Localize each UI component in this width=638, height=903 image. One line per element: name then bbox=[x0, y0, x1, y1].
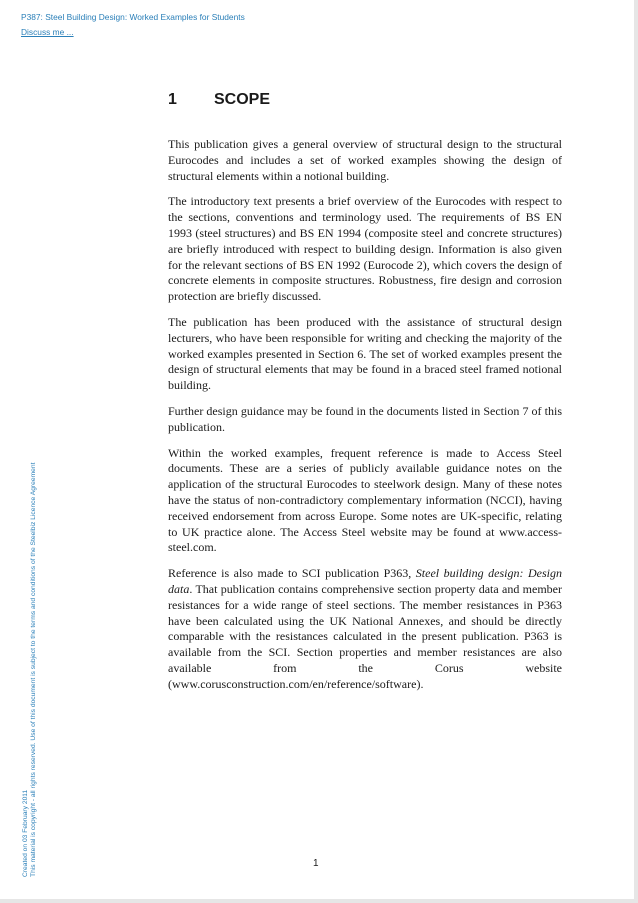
paragraph-further-guidance: Further design guidance may be found in the documents listed in Section 7 of this publication. bbox=[168, 403, 562, 434]
paragraph-access-steel: Within the worked examples, frequent reference is made to Access Steel documents. These are a series of publicly available guidance notes on the application of the structural Eurocodes to steelwork design. Many of these notes have the status of non-contradictory complementary information (NCCI), having received endorsement from across Europe. Some notes are UK-specific, relating to UK practice alone. The Access Steel website may be found at www.access-steel.com. bbox=[168, 445, 562, 555]
discuss-me-link[interactable]: Discuss me ... bbox=[21, 27, 74, 37]
paragraph-overview: This publication gives a general overview of structural design to the structural Eurocodes and includes a set of worked examples showing the design of structural elements within a notional building. bbox=[168, 137, 562, 183]
page-edge-bottom bbox=[0, 899, 638, 903]
sci-reference-rest: . That publication contains comprehensive section property data and member resistances for a wide range of steel sections. The member resistances in P363 have been calculated using the UK National Annexes, and should be directly comparable with the resistances calculated in the present publication. P363 is available from the SCI. Section properties and member resistances are also available from the Corus website (www.corusconstruction.com/en/reference/software). bbox=[168, 581, 562, 691]
document-header-title: P387: Steel Building Design: Worked Examples for Students bbox=[21, 12, 245, 22]
paragraph-lecturers: The publication has been produced with the assistance of structural design lecturers, who have been responsible for writing and checking the majority of the worked examples presented in Section 6. The set of worked examples present the design of structural elements that may be found in a braced steel framed notional building. bbox=[168, 314, 562, 393]
copyright-line: This material is copyright - all rights reserved. Use of this document is subject to the terms and conditions of the Steelbiz Licence Agreement bbox=[30, 462, 38, 877]
p363-title: Steel building design: Design data bbox=[168, 566, 562, 596]
copyright-side-note bbox=[22, 463, 39, 877]
created-date-line: Created on 03 February 2011 bbox=[22, 789, 29, 877]
chapter-heading bbox=[168, 91, 270, 109]
page-number: 1 bbox=[313, 858, 319, 869]
paragraph-sci-reference bbox=[168, 566, 562, 692]
chapter-number: 1 bbox=[168, 91, 177, 108]
sci-reference-lead: Reference is also made to SCI publication P363, bbox=[168, 566, 416, 581]
chapter-title: SCOPE bbox=[214, 91, 271, 108]
body-text bbox=[168, 137, 562, 703]
paragraph-introductory-text: The introductory text presents a brief overview of the Eurocodes with respect to the sections, conventions and terminology used. The requirements of BS EN 1993 (steel structures) and BS EN 1994 (composite steel and concrete structures) are briefly introduced with respect to building design. Information is also given for the relevant sections of BS EN 1992 (Eurocode 2), which covers the design of concrete elements in composite structures. Robustness, fire design and corrosion protection are briefly discussed. bbox=[168, 194, 562, 304]
page-edge-right bbox=[634, 0, 638, 903]
